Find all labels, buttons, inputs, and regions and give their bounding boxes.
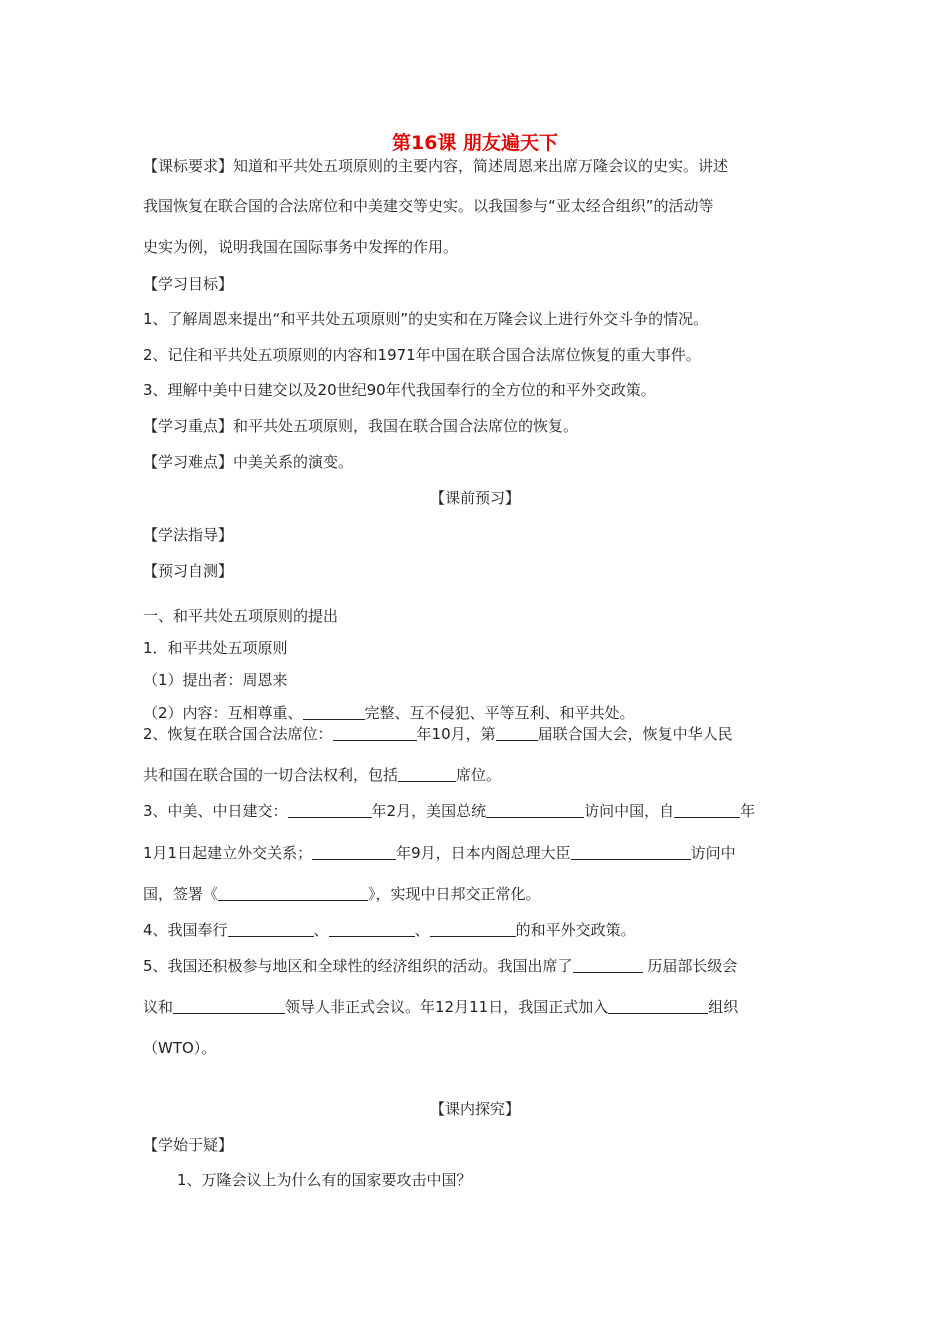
blank-field[interactable]: [312, 843, 396, 860]
blank-field[interactable]: [496, 724, 538, 741]
q3-text: 访问中国，自: [584, 802, 675, 820]
q5-text: 5、我国还积极参与地区和全球性的经济组织的活动。我国出席了: [143, 957, 573, 975]
question-5-line-1: [143, 956, 737, 976]
q5-text: 组织: [708, 998, 739, 1016]
blank-field[interactable]: [674, 801, 740, 818]
blank-field[interactable]: [486, 801, 584, 818]
preview-heading: 【课前预习】: [429, 489, 520, 507]
q3-text: 国，签署《: [143, 885, 219, 903]
q5-text: 议和: [143, 998, 174, 1016]
question-2-line-1: [143, 724, 733, 744]
question-5-line-3: （WTO）。: [143, 1039, 217, 1057]
question-4-line: [143, 920, 636, 940]
proposer-line: （1）提出者：周恩来: [143, 671, 288, 689]
difficulty: 【学习难点】中美关系的演变。: [143, 453, 354, 471]
blank-field[interactable]: [608, 997, 708, 1014]
intro-line-2: 我国恢复在联合国的合法席位和中美建交等史实。以我国参与“亚太经合组织”的活动等: [143, 197, 714, 215]
q5-text: 领导人非正式会议。年12月11日，我国正式加入: [285, 998, 609, 1016]
blank-field[interactable]: [571, 843, 691, 860]
key-point: 【学习重点】和平共处五项原则，我国在联合国合法席位的恢复。: [143, 417, 579, 435]
q2-text: 共和国在联合国的一切合法权利，包括: [143, 766, 399, 784]
intro-line-1: 【课标要求】知道和平共处五项原则的主要内容，简述周恩来出席万隆会议的史实。讲述: [143, 157, 729, 175]
intro-line-3: 史实为例，说明我国在国际事务中发挥的作用。: [143, 238, 459, 256]
q5-text: 历届部长级会: [642, 957, 738, 975]
q2-text: 届联合国大会，恢复中华人民: [537, 725, 733, 743]
q3-text: 年: [740, 802, 756, 820]
content-text-pre: （2）内容：互相尊重、: [143, 704, 303, 722]
blank-field[interactable]: [329, 920, 415, 937]
goal-item-2: 2、记住和平共处五项原则的内容和1971年中国在联合国合法席位恢复的重大事件。: [143, 346, 701, 364]
q3-text: 年9月，日本内阁总理大臣: [396, 844, 571, 862]
question-2-line-2: [143, 765, 501, 785]
blank-field[interactable]: [398, 765, 456, 782]
blank-field[interactable]: [228, 920, 314, 937]
blank-field[interactable]: [430, 920, 516, 937]
q3-text: 1月1日起建立外交关系；: [143, 844, 313, 862]
q2-text: 席位。: [456, 766, 502, 784]
inquiry-question-1: 1、万隆会议上为什么有的国家要攻击中国？: [177, 1171, 472, 1189]
blank-field[interactable]: [573, 956, 643, 973]
section-1-title: 一、和平共处五项原则的提出: [143, 607, 339, 625]
goal-item-1: 1、了解周恩来提出“和平共处五项原则”的史实和在万隆会议上进行外交斗争的情况。: [143, 310, 709, 328]
section-1-sub: 1．和平共处五项原则: [143, 639, 288, 657]
q4-text: 、: [313, 921, 329, 939]
blank-field[interactable]: [303, 703, 365, 720]
content-line: [143, 703, 635, 723]
blank-field[interactable]: [218, 884, 368, 901]
method-heading: 【学法指导】: [143, 526, 234, 544]
question-5-line-2: [143, 997, 738, 1017]
q3-text: 访问中: [690, 844, 736, 862]
question-3-line-1: [143, 801, 755, 821]
q3-text: 》，实现中日邦交正常化。: [368, 885, 541, 903]
q4-text: 的和平外交政策。: [515, 921, 636, 939]
q4-text: 、: [414, 921, 430, 939]
blank-field[interactable]: [288, 801, 372, 818]
q2-text: 年10月，第: [416, 725, 496, 743]
q3-text: 年2月，美国总统: [371, 802, 487, 820]
page-title: 第16课 朋友遍天下: [391, 132, 559, 154]
goal-item-3: 3、理解中美中日建交以及20世纪90年代我国奉行的全方位的和平外交政策。: [143, 381, 656, 399]
q3-text: 3、中美、中日建交：: [143, 802, 288, 820]
self-test-heading: 【预习自测】: [143, 562, 234, 580]
blank-field[interactable]: [173, 997, 285, 1014]
doubt-heading: 【学始于疑】: [143, 1136, 234, 1154]
q2-text: 2、恢复在联合国合法席位：: [143, 725, 333, 743]
blank-field[interactable]: [333, 724, 417, 741]
goals-heading: 【学习目标】: [143, 275, 234, 293]
content-text-post: 完整、互不侵犯、平等互利、和平共处。: [364, 704, 635, 722]
inquiry-heading: 【课内探究】: [429, 1100, 520, 1118]
q4-text: 4、我国奉行: [143, 921, 228, 939]
question-3-line-2: [143, 843, 736, 863]
question-3-line-3: [143, 884, 541, 904]
